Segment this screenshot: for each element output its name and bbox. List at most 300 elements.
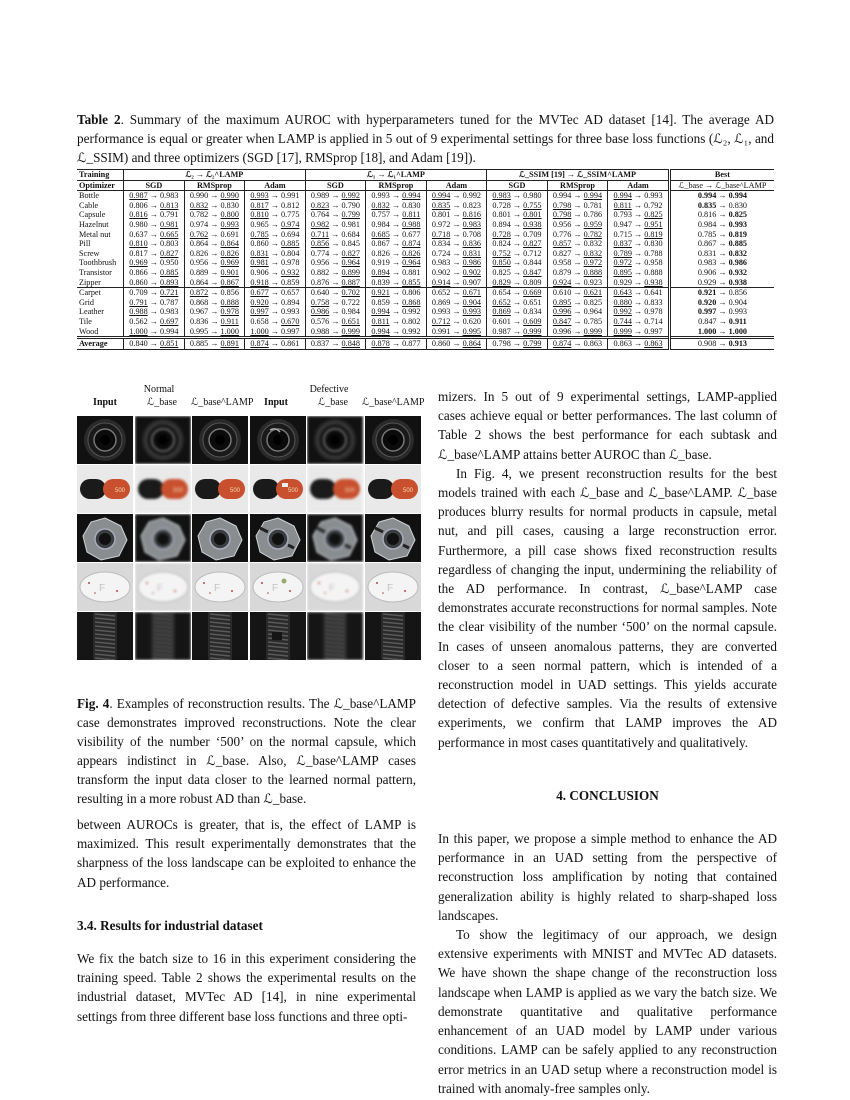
cell-value: 0.982 → 0.981 [310, 219, 360, 229]
cell-value: 0.993 → 0.991 [250, 191, 300, 201]
table-cell [487, 317, 548, 327]
cell-value: 0.885 → 0.891 [189, 339, 239, 349]
col-label-base: ℒ_base [318, 397, 348, 408]
cell-value: 0.986 → 0.984 [310, 307, 360, 317]
cell-value: 0.806 → 0.813 [129, 200, 179, 210]
table-cell [366, 338, 427, 350]
figure-caption [77, 694, 416, 808]
figure-caption-text: . Examples of reconstruction results. The ℒ_base^LAMP case demonstrates improved reconstructions. Note the clear visibility of the number ‘500’ on the normal capsule, which appears indistinct in ℒ_base. Also, ℒ_base^LAMP cases transform the input data closer to the learned normal pattern, resulting in a more robust AD than ℒ_base. [77, 696, 416, 806]
table-cell [547, 268, 608, 278]
cell-value: 0.801 → 0.801 [492, 210, 542, 220]
table-cell [366, 249, 427, 259]
cell-value: 0.824 → 0.827 [492, 239, 542, 249]
table-cell [608, 258, 670, 268]
cell-value: 0.857 → 0.832 [552, 239, 603, 249]
cell-value: 0.869 → 0.904 [431, 297, 481, 307]
table-cell [547, 278, 608, 288]
table-cell [245, 338, 306, 350]
table-cell [366, 327, 427, 338]
row-label: Leather [79, 307, 104, 317]
table-row [77, 307, 774, 317]
table-cell [245, 327, 306, 338]
svg-text:F: F [156, 583, 163, 594]
table-cell [305, 258, 366, 268]
table-cell [547, 230, 608, 240]
table-cell [305, 210, 366, 220]
cell-value: 0.677 → 0.657 [250, 288, 300, 298]
cell-value: 0.984 → 0.988 [371, 219, 421, 229]
opt-header: SGD [487, 180, 548, 191]
cell-value: 0.981 → 0.978 [250, 258, 300, 268]
cell-value: 0.764 → 0.799 [310, 210, 360, 220]
group-label-defective: Defective [309, 384, 349, 395]
table-row [77, 288, 774, 298]
cell-value: 0.837 → 0.830 [613, 239, 663, 249]
table-cell [547, 191, 608, 201]
table-row [77, 338, 774, 350]
best-sub-header: ℒ_base → ℒ_base^LAMP [669, 180, 774, 191]
cell-value: 0.715 → 0.819 [613, 229, 663, 239]
table-cell [487, 239, 548, 249]
cell-value: 0.825 → 0.847 [492, 267, 542, 277]
cell-value: 0.811 → 0.792 [613, 200, 663, 210]
cell-value: 0.798 → 0.799 [492, 339, 542, 349]
table-cell [305, 317, 366, 327]
cell-value: 0.980 → 0.981 [129, 219, 179, 229]
table-cell [487, 288, 548, 298]
table-cell [366, 239, 427, 249]
best-cell: 0.984 → 0.993 [669, 220, 774, 230]
table-cell [547, 317, 608, 327]
cell-value: 0.785 → 0.694 [250, 229, 300, 239]
cell-value: 0.637 → 0.665 [129, 229, 179, 239]
cell-value: 0.924 → 0.923 [552, 277, 603, 287]
table-cell [245, 230, 306, 240]
col-label-lamp: ℒ_base^LAMP [362, 397, 425, 408]
capsule-image [250, 465, 307, 513]
cell-value: 0.840 → 0.851 [129, 339, 179, 349]
cell-value: 0.992 → 0.978 [613, 307, 663, 317]
capsule-image [365, 465, 422, 513]
table-cell [305, 230, 366, 240]
cell-value: 1.000 → 0.994 [129, 326, 179, 336]
pill-image [250, 563, 307, 611]
cell-value: 0.874 → 0.863 [552, 339, 603, 349]
table-cell [124, 298, 185, 308]
cell-value: 0.889 → 0.901 [189, 267, 239, 277]
best-cell: 0.921 → 0.856 [669, 288, 774, 298]
cell-value: 0.989 → 0.992 [310, 191, 360, 201]
table-cell [305, 288, 366, 298]
left-paragraph: between AUROCs is greater, that is, the effect of LAMP is maximized. This result experimentally demonstrates that the sharpness of the loss landscape can be exploited to enhance the AD performance. [77, 817, 416, 890]
table-row [77, 317, 774, 327]
table-row [77, 327, 774, 338]
table-cell [608, 338, 670, 350]
cell-value: 0.837 → 0.848 [310, 339, 360, 349]
cell-value: 0.988 → 0.983 [129, 307, 179, 317]
cell-value: 0.878 → 0.877 [371, 339, 421, 349]
table-caption-label: Table 2 [77, 112, 121, 127]
cell-value: 0.728 → 0.709 [492, 229, 542, 239]
table-cell [426, 268, 487, 278]
table-cell [366, 298, 427, 308]
row-label: Tile [79, 316, 92, 326]
opt-header: Adam [245, 180, 306, 191]
best-cell: 0.997 → 0.993 [669, 307, 774, 317]
cell-value: 0.860 → 0.893 [129, 277, 179, 287]
table-cell [426, 278, 487, 288]
table-cell [366, 307, 427, 317]
capsule-print: 500 [345, 488, 356, 494]
best-cell: 0.785 → 0.819 [669, 230, 774, 240]
cell-value: 0.601 → 0.609 [492, 316, 542, 326]
table-cell [245, 239, 306, 249]
table-row [77, 298, 774, 308]
left-paragraph: We fix the batch size to 16 in this experiment considering the training speed. Table 2 shows the experimental results on the industrial dataset, MVTec AD [14], in nine experimental settings from three different base loss functions and three opti- [77, 951, 416, 1024]
table-cell [124, 338, 185, 350]
table-cell [608, 230, 670, 240]
table-row [77, 278, 774, 288]
table-cell [184, 278, 245, 288]
col-label-input: Input [264, 397, 288, 408]
row-label: Metal nut [79, 229, 111, 239]
opt-header: SGD [305, 180, 366, 191]
table-cell [184, 317, 245, 327]
table-cell [305, 327, 366, 338]
table-cell [184, 338, 245, 350]
cell-value: 0.880 → 0.833 [613, 297, 663, 307]
cell-value: 0.967 → 0.978 [189, 307, 239, 317]
table-cell [426, 239, 487, 249]
table-cell [124, 288, 185, 298]
table-cell [184, 239, 245, 249]
row-label: Carpet [77, 288, 124, 298]
best-cell: 0.835 → 0.830 [669, 201, 774, 211]
capsule-print: 500 [402, 488, 413, 494]
training-header: Training [77, 170, 124, 181]
table-row [77, 268, 774, 278]
cell-value: 0.839 → 0.855 [371, 277, 421, 287]
pill-image [135, 563, 192, 611]
cell-value: 0.643 → 0.641 [613, 288, 663, 298]
opt-header: SGD [124, 180, 185, 191]
table-cell [366, 220, 427, 230]
metal-nut-image [307, 514, 364, 562]
table-row [77, 210, 774, 220]
table-cell [124, 220, 185, 230]
capsule-print: 500 [230, 488, 241, 494]
col-label-input: Input [93, 397, 117, 408]
table-row [77, 258, 774, 268]
group-header-ssim: ℒ_SSIM [19] → ℒ_SSIM^LAMP [487, 170, 670, 181]
table-cell [426, 258, 487, 268]
cell-value: 0.860 → 0.864 [431, 339, 481, 349]
zipper-image [135, 612, 192, 660]
table-cell [608, 201, 670, 211]
best-cell: 0.920 → 0.904 [669, 298, 774, 308]
table-cell [547, 239, 608, 249]
table-cell [547, 220, 608, 230]
table-cell [124, 239, 185, 249]
cell-value: 0.864 → 0.867 [189, 277, 239, 287]
capsule-image [135, 465, 192, 513]
table-cell [184, 288, 245, 298]
table-cell [547, 338, 608, 350]
cell-value: 0.921 → 0.806 [371, 288, 421, 298]
row-label: Bottle [79, 191, 100, 201]
best-cell: 0.867 → 0.885 [669, 239, 774, 249]
row-label: Transistor [79, 267, 112, 277]
cell-value: 0.847 → 0.785 [552, 316, 603, 326]
cell-value: 0.817 → 0.812 [250, 200, 300, 210]
zipper-image [192, 612, 249, 660]
table-cell [124, 249, 185, 259]
table-cell [608, 307, 670, 317]
cell-value: 0.997 → 0.993 [250, 307, 300, 317]
best-cell: 0.983 → 0.986 [669, 258, 774, 268]
cell-value: 0.793 → 0.825 [613, 210, 663, 220]
cell-value: 0.956 → 0.959 [552, 219, 603, 229]
metal-nut-image [365, 514, 422, 562]
table-cell [184, 220, 245, 230]
cell-value: 0.652 → 0.651 [492, 297, 542, 307]
table-cell [124, 201, 185, 211]
pill-image [77, 563, 134, 611]
table-row [77, 201, 774, 211]
cell-value: 0.947 → 0.951 [613, 219, 663, 229]
cell-value: 0.872 → 0.856 [189, 288, 239, 298]
cell-value: 0.752 → 0.712 [492, 248, 542, 258]
cell-value: 0.829 → 0.809 [492, 277, 542, 287]
row-label: Screw [79, 248, 100, 258]
table-cell [608, 317, 670, 327]
table-cell [426, 201, 487, 211]
svg-text:F: F [386, 583, 393, 594]
table-row [77, 239, 774, 249]
cell-value: 0.832 → 0.830 [371, 200, 421, 210]
table-cell [245, 201, 306, 211]
cell-value: 0.823 → 0.790 [310, 200, 360, 210]
cell-value: 0.956 → 0.969 [189, 258, 239, 268]
bottle-image [307, 416, 364, 464]
cell-value: 0.958 → 0.972 [552, 258, 603, 268]
table-cell [184, 201, 245, 211]
table-cell [184, 307, 245, 317]
cell-value: 0.810 → 0.803 [129, 239, 179, 249]
best-header: Best [669, 170, 774, 181]
cell-value: 0.869 → 0.834 [492, 307, 542, 317]
cell-value: 0.789 → 0.788 [613, 248, 663, 258]
table-row [77, 220, 774, 230]
cell-value: 0.895 → 0.825 [552, 297, 603, 307]
metal-nut-image [135, 514, 192, 562]
row-label: Average [77, 338, 124, 350]
cell-value: 0.994 → 0.993 [613, 191, 663, 201]
table-cell [366, 317, 427, 327]
cell-value: 0.724 → 0.831 [431, 248, 481, 258]
cell-value: 0.879 → 0.888 [552, 267, 603, 277]
pill-image [307, 563, 364, 611]
cell-value: 0.996 → 0.999 [552, 326, 603, 336]
figure-caption-label: Fig. 4 [77, 696, 110, 711]
cell-value: 0.791 → 0.787 [129, 297, 179, 307]
cell-value: 0.906 → 0.932 [250, 267, 300, 277]
table-row [77, 230, 774, 240]
table-cell [184, 268, 245, 278]
bottle-image [77, 416, 134, 464]
table-cell [608, 327, 670, 338]
table-cell [487, 249, 548, 259]
table-cell [305, 249, 366, 259]
cell-value: 0.658 → 0.670 [250, 316, 300, 326]
bottle-image [365, 416, 422, 464]
cell-value: 0.994 → 0.992 [371, 307, 421, 317]
cell-value: 0.902 → 0.902 [431, 267, 481, 277]
cell-value: 0.640 → 0.702 [310, 288, 360, 298]
col-label-lamp: ℒ_base^LAMP [191, 397, 254, 408]
table-cell [547, 258, 608, 268]
row-label: Wood [77, 327, 124, 338]
cell-value: 0.654 → 0.669 [492, 288, 542, 298]
best-cell: 0.816 → 0.825 [669, 210, 774, 220]
cell-value: 0.993 → 0.994 [371, 191, 421, 201]
cell-value: 0.798 → 0.786 [552, 210, 603, 220]
opt-header: Adam [608, 180, 670, 191]
col-label-base: ℒ_base [147, 397, 177, 408]
best-cell: 0.929 → 0.938 [669, 278, 774, 288]
svg-text:F: F [214, 583, 221, 594]
group-header-l1: ℒ₁ → ℒ₁^LAMP [305, 170, 487, 181]
cell-value: 0.987 → 0.999 [492, 326, 542, 336]
cell-value: 0.562 → 0.697 [129, 316, 179, 326]
right-paragraph: In this paper, we propose a simple method to enhance the AD performance in an UAD setting from the perspective of reconstruction loss amplification by noting that contained generalization ability is highly related to sharp-shaped loss landscapes. [438, 831, 777, 923]
table-cell [184, 258, 245, 268]
table-cell [608, 191, 670, 201]
cell-value: 0.972 → 0.983 [431, 219, 481, 229]
table-cell [124, 230, 185, 240]
table-cell [366, 210, 427, 220]
table-cell [245, 220, 306, 230]
table-cell [245, 258, 306, 268]
table-cell [547, 201, 608, 211]
table-cell [608, 239, 670, 249]
table-cell [608, 210, 670, 220]
table-cell [487, 327, 548, 338]
table-cell [608, 249, 670, 259]
table-cell [124, 278, 185, 288]
cell-value: 0.836 → 0.911 [189, 316, 239, 326]
cell-value: 0.685 → 0.677 [371, 229, 421, 239]
table-cell [305, 191, 366, 201]
cell-value: 0.867 → 0.874 [371, 239, 421, 249]
table-cell [426, 210, 487, 220]
cell-value: 0.920 → 0.894 [250, 297, 300, 307]
cell-value: 0.811 → 0.802 [371, 316, 421, 326]
bottle-image [192, 416, 249, 464]
cell-value: 0.832 → 0.830 [189, 200, 239, 210]
table-cell [245, 210, 306, 220]
cell-value: 0.995 → 1.000 [189, 326, 239, 336]
table-cell [184, 298, 245, 308]
row-label: Grid [79, 297, 95, 307]
table-cell [124, 258, 185, 268]
table-caption-text: . Summary of the maximum AUROC with hyperparameters tuned for the MVTec AD dataset [14]. The average AD performance is equal or greater when LAMP is applied in 5 out of 9 experimental settings for three base loss functions (ℒ₂, ℒ₁, and ℒ_SSIM) and three optimizers (SGD [17], RMSprop [18], and Adam [19]). [77, 112, 774, 165]
right-paragraph: mizers. In 5 out of 9 experimental settings, LAMP-applied cases achieve equal or better performances. The last column of Table 2 shows the best performance for each subtask and ℒ_base^LAMP attains better AUROC than ℒ_base. [438, 389, 777, 462]
cell-value: 0.712 → 0.620 [431, 316, 481, 326]
cell-value: 0.956 → 0.964 [310, 258, 360, 268]
cell-value: 0.817 → 0.827 [129, 248, 179, 258]
table-cell [487, 210, 548, 220]
best-cell: 0.906 → 0.932 [669, 268, 774, 278]
table-cell [124, 327, 185, 338]
table-cell [547, 307, 608, 317]
table-cell [366, 258, 427, 268]
cell-value: 0.826 → 0.826 [371, 248, 421, 258]
svg-text:F: F [271, 583, 278, 594]
table-cell [608, 288, 670, 298]
cell-value: 0.711 → 0.684 [311, 229, 360, 239]
cell-value: 0.864 → 0.864 [189, 239, 239, 249]
cell-value: 0.994 → 0.992 [371, 326, 421, 336]
right-paragraph: To show the legitimacy of our approach, we design extensive experiments with MNIST and MVTec AD datasets. We have shown the shape change of the reconstruction loss landscape when LAMP is applied as we vary the batch size. We demonstrate quantitative and qualitative performance enhancement of an UAD model by LAMP under various conditions. LAMP can be safely applied to any reconstruction error metrics in an UAD setup where a reconstruction model is trained with anomaly-free samples only. [438, 927, 777, 1096]
table-cell [305, 307, 366, 317]
table-cell [426, 220, 487, 230]
table-cell [547, 210, 608, 220]
table-cell [608, 220, 670, 230]
table-cell [426, 307, 487, 317]
table-cell [547, 327, 608, 338]
cell-value: 0.863 → 0.863 [613, 339, 663, 349]
table-cell [487, 307, 548, 317]
table-cell [124, 268, 185, 278]
table-row [77, 249, 774, 259]
cell-value: 0.826 → 0.826 [189, 248, 239, 258]
cell-value: 0.709 → 0.721 [129, 288, 179, 298]
cell-value: 0.744 → 0.714 [613, 316, 663, 326]
cell-value: 0.762 → 0.691 [189, 229, 239, 239]
cell-value: 0.859 → 0.868 [371, 297, 421, 307]
cell-value: 0.757 → 0.811 [371, 210, 421, 220]
cell-value: 0.918 → 0.859 [250, 277, 300, 287]
left-column [77, 815, 416, 1026]
cell-value: 0.860 → 0.885 [250, 239, 300, 249]
capsule-image [77, 465, 134, 513]
cell-value: 0.774 → 0.827 [310, 248, 360, 258]
capsule-image [192, 465, 249, 513]
opt-header: RMSprop [547, 180, 608, 191]
table-cell [426, 327, 487, 338]
group-label-normal: Normal [143, 384, 175, 395]
table-cell [487, 268, 548, 278]
table-cell [426, 288, 487, 298]
cell-value: 0.834 → 0.836 [431, 239, 481, 249]
svg-text:F: F [99, 583, 106, 594]
table-cell [124, 307, 185, 317]
table-cell [426, 338, 487, 350]
table-cell [547, 249, 608, 259]
table-cell [487, 278, 548, 288]
table-cell [245, 278, 306, 288]
table-cell [305, 278, 366, 288]
table-cell [184, 210, 245, 220]
cell-value: 0.894 → 0.938 [492, 219, 542, 229]
table-cell [184, 249, 245, 259]
opt-header: RMSprop [184, 180, 245, 191]
metal-nut-image [192, 514, 249, 562]
cell-value: 0.987 → 0.983 [129, 191, 179, 201]
cell-value: 0.782 → 0.800 [189, 210, 239, 220]
cell-value: 0.798 → 0.781 [552, 200, 603, 210]
